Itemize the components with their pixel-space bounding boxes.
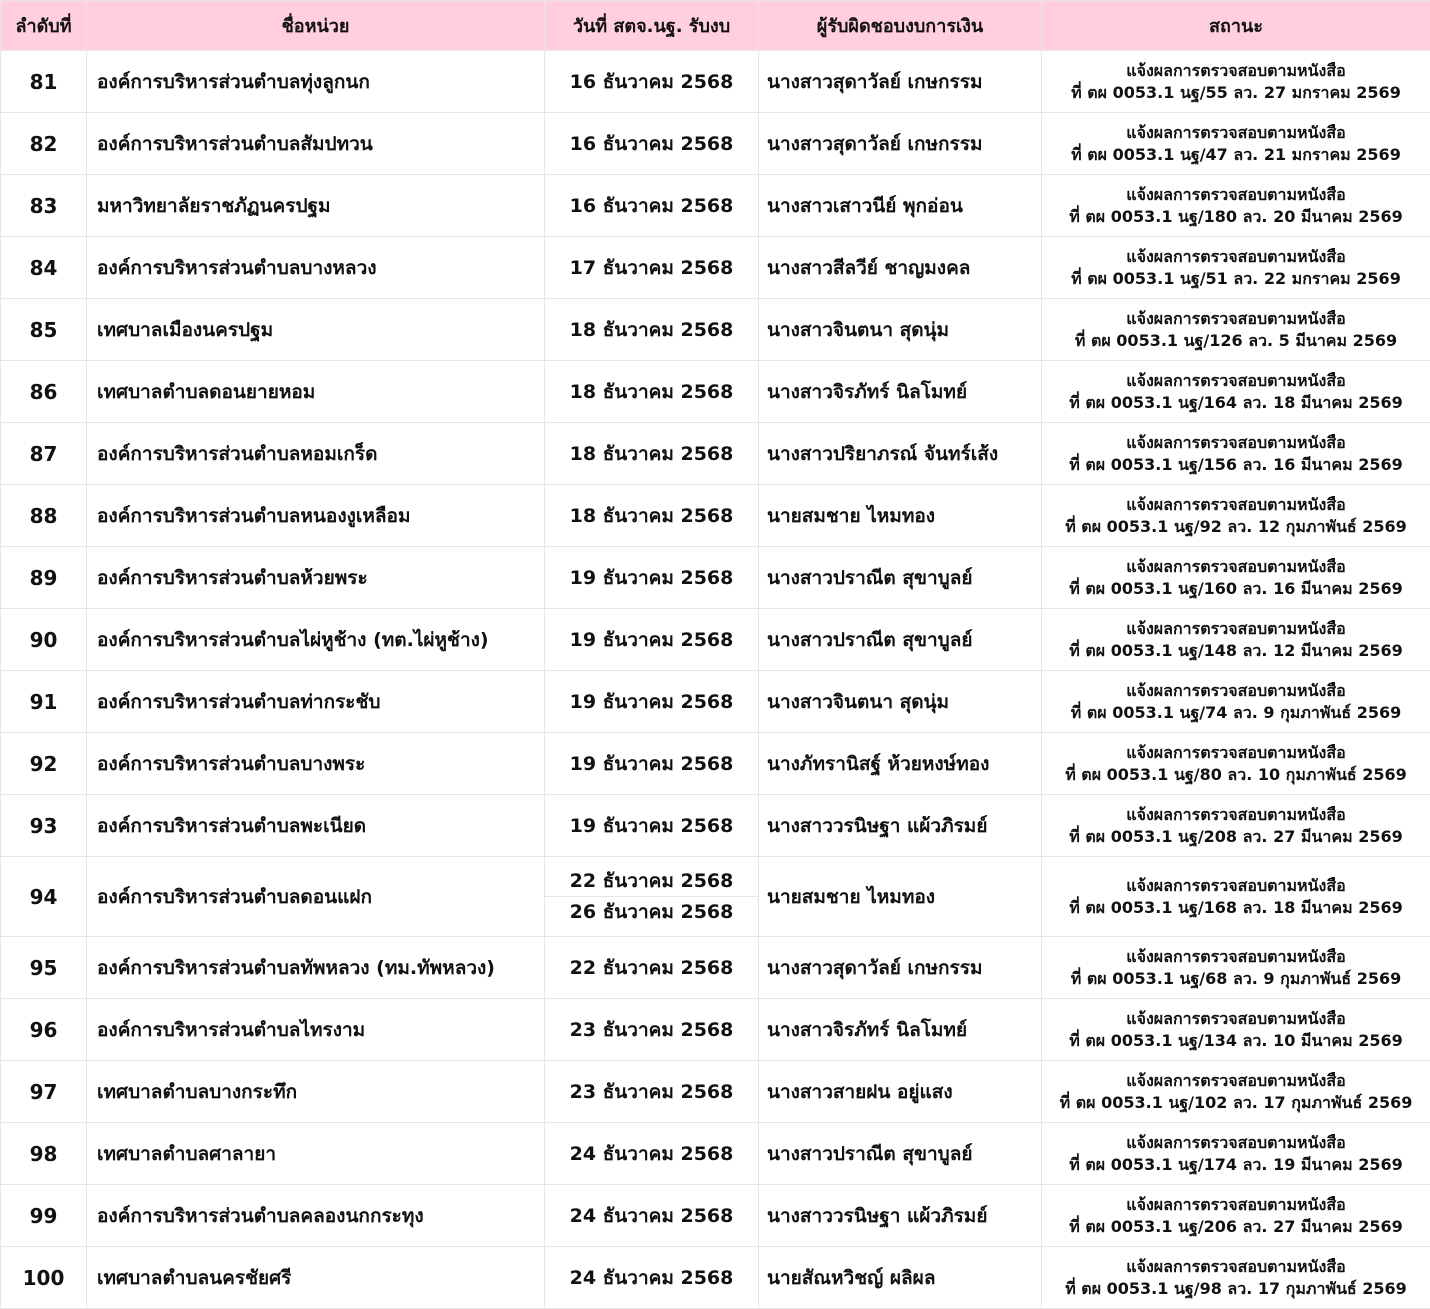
status-line-1: แจ้งผลการตรวจสอบตามหนังสือ [1042,60,1430,82]
header-order: ลำดับที่ [1,1,87,51]
table-row [1,175,1430,237]
received-date-cell [545,547,759,609]
row-number: 83 [1,175,87,237]
unit-name: เทศบาลตำบลนครชัยศรี [87,1247,545,1309]
status-cell [1042,937,1430,999]
status-line-1: แจ้งผลการตรวจสอบตามหนังสือ [1042,370,1430,392]
status-cell [1042,795,1430,857]
status-line-2: ที่ ตผ 0053.1 นฐ/208 ลว. 27 มีนาคม 2569 [1042,826,1430,848]
table-row [1,795,1430,857]
received-date: 16 ธันวาคม 2568 [570,195,734,217]
row-number: 93 [1,795,87,857]
received-date-cell [545,237,759,299]
status-cell [1042,1123,1430,1185]
responsible-person: นางสาวสุดาวัลย์ เกษกรรม [759,937,1042,999]
status-line-2: ที่ ตผ 0053.1 นฐ/47 ลว. 21 มกราคม 2569 [1042,144,1430,166]
status-line-1: แจ้งผลการตรวจสอบตามหนังสือ [1042,494,1430,516]
table-row [1,237,1430,299]
table-row [1,857,1430,937]
unit-name: องค์การบริหารส่วนตำบลไทรงาม [87,999,545,1061]
unit-name: องค์การบริหารส่วนตำบลบางพระ [87,733,545,795]
received-date: 22 ธันวาคม 2568 [570,957,734,979]
unit-name: องค์การบริหารส่วนตำบลหอมเกร็ด [87,423,545,485]
responsible-person: นางสาววรนิษฐา แผ้วภิรมย์ [759,1185,1042,1247]
received-date: 18 ธันวาคม 2568 [570,443,734,465]
table-row [1,113,1430,175]
status-cell [1042,485,1430,547]
responsible-person: นางสาวปริยาภรณ์ จันทร์เส้ง [759,423,1042,485]
unit-name: องค์การบริหารส่วนตำบลดอนแฝก [87,857,545,937]
table-row [1,999,1430,1061]
received-date-cell [545,857,759,937]
responsible-person: นางสาวปราณีต สุขาบูลย์ [759,1123,1042,1185]
received-date-cell [545,1247,759,1309]
status-cell [1042,999,1430,1061]
status-line-2: ที่ ตผ 0053.1 นฐ/160 ลว. 16 มีนาคม 2569 [1042,578,1430,600]
status-cell [1042,857,1430,937]
received-date: 26 ธันวาคม 2568 [545,897,758,927]
status-line-1: แจ้งผลการตรวจสอบตามหนังสือ [1042,1008,1430,1030]
received-date-cell [545,1185,759,1247]
status-cell [1042,609,1430,671]
header-received-date: วันที่ สตจ.นฐ. รับงบ [545,1,759,51]
status-cell [1042,361,1430,423]
received-date-cell [545,795,759,857]
status-line-1: แจ้งผลการตรวจสอบตามหนังสือ [1042,946,1430,968]
row-number: 85 [1,299,87,361]
row-number: 95 [1,937,87,999]
table-row [1,51,1430,113]
received-date: 19 ธันวาคม 2568 [570,815,734,837]
unit-name: องค์การบริหารส่วนตำบลสัมปทวน [87,113,545,175]
status-line-2: ที่ ตผ 0053.1 นฐ/156 ลว. 16 มีนาคม 2569 [1042,454,1430,476]
unit-name: เทศบาลตำบลดอนยายหอม [87,361,545,423]
unit-name: องค์การบริหารส่วนตำบลทุ่งลูกนก [87,51,545,113]
unit-name: องค์การบริหารส่วนตำบลทัพหลวง (ทม.ทัพหลวง) [87,937,545,999]
status-cell [1042,423,1430,485]
unit-name: มหาวิทยาลัยราชภัฏนครปฐม [87,175,545,237]
table-header [1,1,1430,51]
status-line-2: ที่ ตผ 0053.1 นฐ/68 ลว. 9 กุมภาพันธ์ 2569 [1042,968,1430,990]
status-line-1: แจ้งผลการตรวจสอบตามหนังสือ [1042,122,1430,144]
status-line-1: แจ้งผลการตรวจสอบตามหนังสือ [1042,742,1430,764]
received-date: 17 ธันวาคม 2568 [570,257,734,279]
header-unit-name: ชื่อหน่วย [87,1,545,51]
status-line-1: แจ้งผลการตรวจสอบตามหนังสือ [1042,432,1430,454]
status-line-1: แจ้งผลการตรวจสอบตามหนังสือ [1042,246,1430,268]
received-date-cell [545,671,759,733]
received-date: 23 ธันวาคม 2568 [570,1081,734,1103]
table-row [1,671,1430,733]
status-line-2: ที่ ตผ 0053.1 นฐ/148 ลว. 12 มีนาคม 2569 [1042,640,1430,662]
table-row [1,1185,1430,1247]
row-number: 98 [1,1123,87,1185]
status-line-1: แจ้งผลการตรวจสอบตามหนังสือ [1042,1070,1430,1092]
status-line-1: แจ้งผลการตรวจสอบตามหนังสือ [1042,1256,1430,1278]
received-date: 16 ธันวาคม 2568 [570,133,734,155]
received-date-cell [545,733,759,795]
received-date-cell [545,609,759,671]
status-line-1: แจ้งผลการตรวจสอบตามหนังสือ [1042,618,1430,640]
status-cell [1042,175,1430,237]
responsible-person: นางสาวสุดาวัลย์ เกษกรรม [759,51,1042,113]
received-date-cell [545,113,759,175]
received-date: 24 ธันวาคม 2568 [570,1143,734,1165]
table-row [1,299,1430,361]
table-row [1,609,1430,671]
table-row [1,1123,1430,1185]
row-number: 82 [1,113,87,175]
row-number: 89 [1,547,87,609]
unit-name: องค์การบริหารส่วนตำบลคลองนกกระทุง [87,1185,545,1247]
responsible-person: นางสาวจินตนา สุดนุ่ม [759,299,1042,361]
responsible-person: นางสาวสายฝน อยู่แสง [759,1061,1042,1123]
received-date-cell [545,1123,759,1185]
received-date-cell [545,999,759,1061]
received-date-cell [545,51,759,113]
status-line-1: แจ้งผลการตรวจสอบตามหนังสือ [1042,556,1430,578]
table-row [1,485,1430,547]
received-date: 16 ธันวาคม 2568 [570,71,734,93]
row-number: 81 [1,51,87,113]
received-date: 18 ธันวาคม 2568 [570,381,734,403]
row-number: 86 [1,361,87,423]
row-number: 96 [1,999,87,1061]
table-row [1,547,1430,609]
status-cell [1042,1185,1430,1247]
status-line-2: ที่ ตผ 0053.1 นฐ/102 ลว. 17 กุมภาพันธ์ 2569 [1042,1092,1430,1114]
status-line-2: ที่ ตผ 0053.1 นฐ/168 ลว. 18 มีนาคม 2569 [1042,897,1430,919]
header-row [1,1,1430,51]
row-number: 90 [1,609,87,671]
table-row [1,1061,1430,1123]
row-number: 92 [1,733,87,795]
unit-name: องค์การบริหารส่วนตำบลหนองงูเหลือม [87,485,545,547]
status-cell [1042,547,1430,609]
status-line-1: แจ้งผลการตรวจสอบตามหนังสือ [1042,680,1430,702]
received-date: 19 ธันวาคม 2568 [570,753,734,775]
received-date: 19 ธันวาคม 2568 [570,691,734,713]
received-date-cell [545,299,759,361]
responsible-person: นายสัณหวิชญ์ ผลิผล [759,1247,1042,1309]
row-number: 87 [1,423,87,485]
table-row [1,423,1430,485]
unit-name: เทศบาลเมืองนครปฐม [87,299,545,361]
status-line-1: แจ้งผลการตรวจสอบตามหนังสือ [1042,804,1430,826]
row-number: 100 [1,1247,87,1309]
header-responsible-person: ผู้รับผิดชอบงบการเงิน [759,1,1042,51]
received-date: 19 ธันวาคม 2568 [570,567,734,589]
responsible-person: นางสาวปราณีต สุขาบูลย์ [759,547,1042,609]
status-line-2: ที่ ตผ 0053.1 นฐ/55 ลว. 27 มกราคม 2569 [1042,82,1430,104]
status-line-1: แจ้งผลการตรวจสอบตามหนังสือ [1042,308,1430,330]
status-line-2: ที่ ตผ 0053.1 นฐ/98 ลว. 17 กุมภาพันธ์ 2569 [1042,1278,1430,1300]
row-number: 94 [1,857,87,937]
received-date: 18 ธันวาคม 2568 [570,319,734,341]
status-cell [1042,113,1430,175]
received-date-cell [545,361,759,423]
unit-name: เทศบาลตำบลศาลายา [87,1123,545,1185]
received-date: 19 ธันวาคม 2568 [570,629,734,651]
status-cell [1042,1061,1430,1123]
responsible-person: นางสาวจิรภัทร์ นิลโมทย์ [759,361,1042,423]
received-date: 18 ธันวาคม 2568 [570,505,734,527]
responsible-person: นางสาวจินตนา สุดนุ่ม [759,671,1042,733]
received-date-cell [545,937,759,999]
responsible-person: นางสาวปราณีต สุขาบูลย์ [759,609,1042,671]
status-line-1: แจ้งผลการตรวจสอบตามหนังสือ [1042,1132,1430,1154]
status-line-2: ที่ ตผ 0053.1 นฐ/126 ลว. 5 มีนาคม 2569 [1042,330,1430,352]
received-date: 22 ธันวาคม 2568 [545,866,758,897]
status-line-1: แจ้งผลการตรวจสอบตามหนังสือ [1042,875,1430,897]
status-line-2: ที่ ตผ 0053.1 นฐ/164 ลว. 18 มีนาคม 2569 [1042,392,1430,414]
status-line-2: ที่ ตผ 0053.1 นฐ/74 ลว. 9 กุมภาพันธ์ 2569 [1042,702,1430,724]
unit-name: องค์การบริหารส่วนตำบลท่ากระชับ [87,671,545,733]
received-date-cell [545,423,759,485]
received-date-cell [545,1061,759,1123]
received-date: 23 ธันวาคม 2568 [570,1019,734,1041]
responsible-person: นางภัทรานิสฐ์ ห้วยหงษ์ทอง [759,733,1042,795]
header-status: สถานะ [1042,1,1430,51]
row-number: 88 [1,485,87,547]
status-line-2: ที่ ตผ 0053.1 นฐ/92 ลว. 12 กุมภาพันธ์ 2569 [1042,516,1430,538]
status-cell [1042,1247,1430,1309]
status-line-2: ที่ ตผ 0053.1 นฐ/80 ลว. 10 กุมภาพันธ์ 2569 [1042,764,1430,786]
status-cell [1042,51,1430,113]
responsible-person: นางสาวจิรภัทร์ นิลโมทย์ [759,999,1042,1061]
table-row [1,733,1430,795]
unit-name: องค์การบริหารส่วนตำบลไผ่หูช้าง (ทต.ไผ่หูช้าง) [87,609,545,671]
status-line-1: แจ้งผลการตรวจสอบตามหนังสือ [1042,1194,1430,1216]
responsible-person: นายสมชาย ไหมทอง [759,485,1042,547]
responsible-person: นางสาวสุดาวัลย์ เกษกรรม [759,113,1042,175]
status-cell [1042,237,1430,299]
row-number: 97 [1,1061,87,1123]
responsible-person: นางสาววรนิษฐา แผ้วภิรมย์ [759,795,1042,857]
row-number: 91 [1,671,87,733]
responsible-person: นายสมชาย ไหมทอง [759,857,1042,937]
status-line-2: ที่ ตผ 0053.1 นฐ/174 ลว. 19 มีนาคม 2569 [1042,1154,1430,1176]
row-number: 99 [1,1185,87,1247]
status-line-2: ที่ ตผ 0053.1 นฐ/206 ลว. 27 มีนาคม 2569 [1042,1216,1430,1238]
status-line-1: แจ้งผลการตรวจสอบตามหนังสือ [1042,184,1430,206]
table-row [1,361,1430,423]
received-date: 24 ธันวาคม 2568 [570,1205,734,1227]
responsible-person: นางสาวเสาวนีย์ พุกอ่อน [759,175,1042,237]
received-date-cell [545,485,759,547]
status-cell [1042,299,1430,361]
status-line-2: ที่ ตผ 0053.1 นฐ/51 ลว. 22 มกราคม 2569 [1042,268,1430,290]
status-cell [1042,733,1430,795]
received-date: 24 ธันวาคม 2568 [570,1267,734,1289]
table-row [1,1247,1430,1309]
received-date-cell [545,175,759,237]
table-body [1,51,1430,1309]
unit-name: องค์การบริหารส่วนตำบลห้วยพระ [87,547,545,609]
row-number: 84 [1,237,87,299]
responsible-person: นางสาวสีลวีย์ ชาญมงคล [759,237,1042,299]
status-cell [1042,671,1430,733]
unit-name: องค์การบริหารส่วนตำบลบางหลวง [87,237,545,299]
table-row [1,937,1430,999]
unit-name: องค์การบริหารส่วนตำบลพะเนียด [87,795,545,857]
status-line-2: ที่ ตผ 0053.1 นฐ/134 ลว. 10 มีนาคม 2569 [1042,1030,1430,1052]
unit-name: เทศบาลตำบลบางกระทึก [87,1061,545,1123]
status-line-2: ที่ ตผ 0053.1 นฐ/180 ลว. 20 มีนาคม 2569 [1042,206,1430,228]
